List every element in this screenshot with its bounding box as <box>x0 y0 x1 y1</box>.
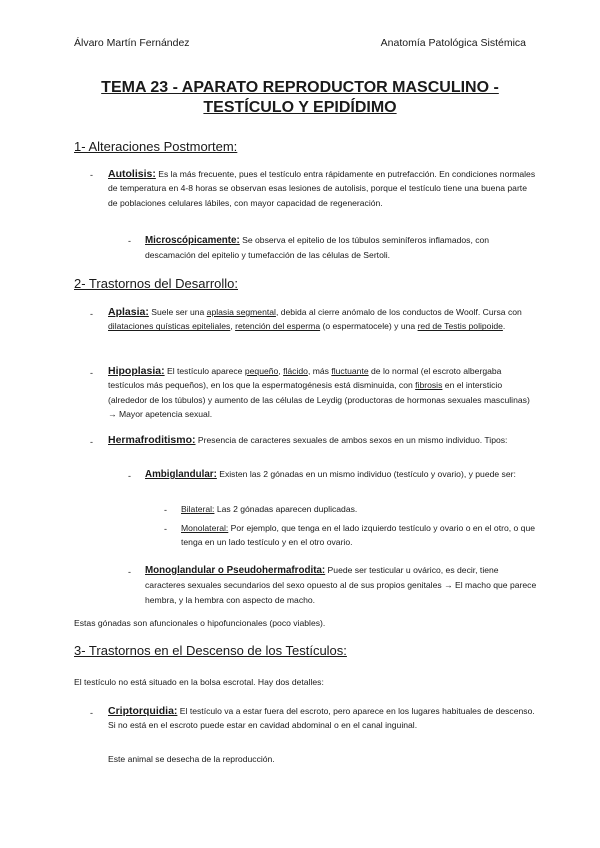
hipoplasia-text: de lo normal (el escroto albergaba testículos más pequeños), en los que la espermatogénesis está disminuida, con <box>108 366 502 391</box>
hipoplasia-underlined: pequeño <box>244 366 279 376</box>
aplasia-text: , debida al cierre anómalo de los conductos de Woolf. Cursa con <box>275 307 522 317</box>
bullet-dash: - <box>90 309 93 319</box>
hipoplasia-text: , más <box>307 366 332 376</box>
bullet-dash: - <box>128 567 131 577</box>
hermafroditismo-text: Presencia de caracteres sexuales de ambos sexos en un mismo individuo. Tipos: <box>195 435 508 445</box>
hipoplasia-underlined: fibrosis <box>415 380 443 391</box>
bullet-dash: - <box>90 368 93 378</box>
aplasia-text: , <box>230 321 236 332</box>
monolateral-text: Por ejemplo, que tenga en el lado izquierdo testículo y ovario o en el otro, o que tenga en un lado testículo y en el otro ovario. <box>181 523 536 548</box>
term-monoglandular: Monoglandular o Pseudohermafrodita: <box>145 565 326 576</box>
bilateral-text: Las 2 gónadas aparecen duplicadas. <box>214 504 358 514</box>
term-monolateral: Monolateral: <box>181 523 229 533</box>
aplasia-text: . <box>502 321 506 332</box>
bullet-dash: - <box>90 437 93 447</box>
item-hipoplasia <box>108 364 538 422</box>
hipoplasia-underlined: fluctuante <box>331 366 369 376</box>
ambiglandular-text: Existen las 2 gónadas en un mismo individuo (testículo y ovario), y puede ser: <box>216 469 516 479</box>
autolisis-text: Es la más frecuente, pues el testículo entra rápidamente en putrefacción. En condiciones normales de temperatura en 4-8 horas se observan esas lesiones de autolisis, porque el testículo tiene una buena parte de poblaciones celulares lábiles, con mayor capacidad de regeneración. <box>108 169 536 208</box>
hipoplasia-text: , <box>278 366 284 376</box>
header-subject: Anatomía Patológica Sistémica <box>380 37 526 49</box>
section-2-heading: 2- Trastornos del Desarrollo: <box>74 276 239 291</box>
bullet-dash: - <box>128 236 131 246</box>
term-criptorquidia: Criptorquidia: <box>108 705 178 717</box>
item-bilateral <box>181 502 538 516</box>
aplasia-text: Suele ser una <box>148 307 207 317</box>
item-monoglandular <box>145 563 538 607</box>
aplasia-underlined: dilataciones quísticas epiteliales <box>108 321 231 332</box>
aplasia-underlined: red de Testis polipoide <box>417 321 503 332</box>
term-microscopicamente: Microscópicamente: <box>145 235 240 246</box>
term-aplasia: Aplasia: <box>108 306 149 318</box>
item-microscopicamente <box>145 233 538 263</box>
bullet-dash: - <box>90 708 93 718</box>
section-3-intro: El testículo no está situado en la bolsa escrotal. Hay dos detalles: <box>74 677 324 687</box>
section-1-heading: 1- Alteraciones Postmortem: <box>74 139 238 154</box>
monoglandular-text: Puede ser testicular u ovárico, es decir, tiene caracteres sexuales secundarios del sexo opuesto al de sus propios genitales → El macho que parece hembra, y la hembra con aspecto de macho. <box>145 565 537 605</box>
doc-title-line-2: TESTÍCULO Y EPIDÍDIMO <box>203 99 397 116</box>
bullet-dash: - <box>90 170 93 180</box>
item-aplasia <box>108 305 538 334</box>
term-ambiglandular: Ambiglandular: <box>145 469 217 480</box>
microscopicamente-text: Se observa el epitelio de los túbulos seminíferos inflamados, con descamación del epitelio y tumefacción de las células de Sertoli. <box>145 235 490 261</box>
bullet-dash: - <box>164 505 167 515</box>
item-autolisis <box>108 167 538 210</box>
criptorquidia-text: El testículo va a estar fuera del escroto, pero aparece en los lugares habituales de descenso. Si no está en el escroto puede estar en cavidad abdominal o en el canal inguinal. <box>108 706 535 731</box>
item-monolateral <box>181 521 538 550</box>
section-3-heading: 3- Trastornos en el Descenso de los Testículos: <box>74 643 347 658</box>
term-autolisis: Autolisis: <box>108 168 156 180</box>
term-bilateral: Bilateral: <box>181 504 215 514</box>
aplasia-text: (o espermatocele) y una <box>320 321 418 332</box>
term-hipoplasia: Hipoplasia: <box>108 365 165 377</box>
hipoplasia-text: El testículo aparece <box>164 366 245 376</box>
bullet-dash: - <box>164 524 167 534</box>
hipoplasia-text: en el intersticio (alrededor de los túbulos) y aumento de las células de Leydig (productoras de hormonas sexuales masculinas) → Mayor apetencia sexual. <box>108 380 530 420</box>
item-hermafroditismo <box>108 433 538 447</box>
doc-title-line-1: TEMA 23 - APARATO REPRODUCTOR MASCULINO - <box>101 79 499 96</box>
item-criptorquidia <box>108 704 538 733</box>
item-ambiglandular <box>145 467 538 482</box>
aplasia-underlined: retención del esperma <box>235 321 321 332</box>
gonadas-note: Estas gónadas son afuncionales o hipofuncionales (poco viables). <box>74 618 326 628</box>
term-hermafroditismo: Hermafroditismo: <box>108 434 196 446</box>
header-author: Álvaro Martín Fernández <box>74 37 190 49</box>
reproduccion-note: Este animal se desecha de la reproducción. <box>108 754 275 764</box>
hipoplasia-underlined: flácido <box>283 366 308 376</box>
aplasia-underlined: aplasia segmental <box>206 307 276 317</box>
bullet-dash: - <box>128 471 131 481</box>
